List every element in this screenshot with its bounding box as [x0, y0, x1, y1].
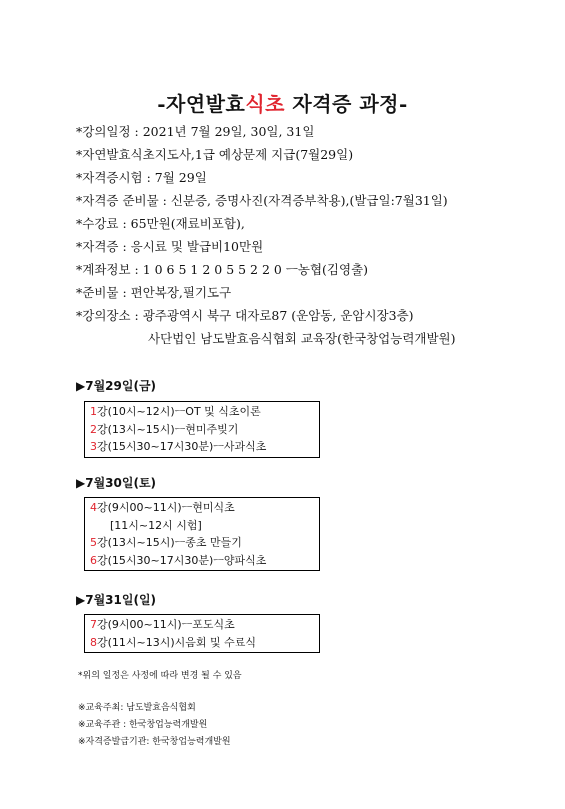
session-row [90, 499, 314, 517]
session-row [90, 534, 314, 552]
page-title [0, 88, 565, 117]
schedule-change-notice: *위의 일정은 사정에 따라 변경 될 수 있음 [78, 671, 242, 681]
session-text: 강(10시~12시)ㅡOT 및 식초이론 [97, 405, 261, 418]
info-account: *계좌정보 : 1 0 6 5 1 2 0 5 5 2 2 0 ㅡ농협(김영출) [76, 262, 369, 277]
footer-organizer: ※교육주최: 남도발효음식협회 [78, 703, 196, 713]
info-venue-detail: 사단법인 남도발효음식협회 교육장(한국창업능력개발원) [148, 331, 456, 346]
info-schedule: *강의일정 : 2021년 7월 29일, 30일, 31일 [76, 124, 315, 139]
session-number: 7 [90, 618, 97, 631]
session-row [90, 438, 314, 456]
session-text: 강(15시30~17시30분)ㅡ양파식초 [97, 553, 267, 567]
info-cert-requirements: *자격증 준비물 : 신분증, 증명사진(자격증부착용),(발급일:7월31일) [76, 193, 448, 208]
session-row [90, 517, 314, 535]
session-number: 6 [90, 553, 97, 567]
session-number: 2 [90, 422, 97, 436]
session-text: 강(13시~15시)ㅡ종초 만들기 [97, 536, 242, 549]
session-row [90, 634, 314, 652]
session-text: 강(9시00~11시)ㅡ포도식초 [97, 618, 235, 631]
session-text: [11시~12시 시험] [110, 518, 202, 532]
session-text: 강(11시~13시)시음회 및 수료식 [97, 635, 257, 649]
session-number: 3 [90, 440, 97, 453]
info-exam-date: *자격증시험 : 7월 29일 [76, 170, 207, 185]
info-materials-given: *자연발효식초지도사,1급 예상문제 지급(7월29일) [76, 147, 354, 162]
info-supplies: *준비물 : 편안복장,필기도구 [76, 285, 232, 300]
day1-heading: ▶7월29일(금) [76, 379, 157, 393]
session-text: 강(15시30~17시30분)ㅡ사과식초 [97, 440, 267, 453]
info-tuition: *수강료 : 65만원(재료비포함), [76, 216, 245, 231]
session-row [90, 403, 314, 421]
session-number: 4 [90, 501, 97, 514]
day2-heading: ▶7월30일(토) [76, 476, 157, 490]
session-row [90, 421, 314, 439]
course-info [76, 120, 556, 350]
footer-host: ※교육주관 : 한국창업능력개발원 [78, 720, 208, 730]
title-suffix: 자격증 과정- [284, 92, 408, 116]
session-text: 강(13시~15시)ㅡ현미주빚기 [97, 422, 239, 436]
day3-heading: ▶7월31일(일) [76, 593, 157, 607]
session-number: 1 [90, 405, 97, 418]
info-venue: *강의장소 : 광주광역시 북구 대자로87 (운암동, 운암시장3층) [76, 308, 414, 323]
day2-schedule-box [84, 497, 320, 571]
footer-issuer: ※자격증발급기관: 한국창업능력개발원 [78, 737, 231, 747]
session-row [90, 616, 314, 634]
title-prefix: -자연발효 [157, 92, 246, 116]
day1-schedule-box [84, 401, 320, 458]
session-number: 8 [90, 635, 97, 649]
info-cert-fee: *자격증 : 응시료 및 발급비10만원 [76, 239, 264, 254]
session-number: 5 [90, 536, 97, 549]
session-row [90, 552, 314, 570]
session-text: 강(9시00~11시)ㅡ현미식초 [97, 501, 235, 514]
title-highlight: 식초 [245, 92, 285, 116]
day3-schedule-box [84, 614, 320, 653]
